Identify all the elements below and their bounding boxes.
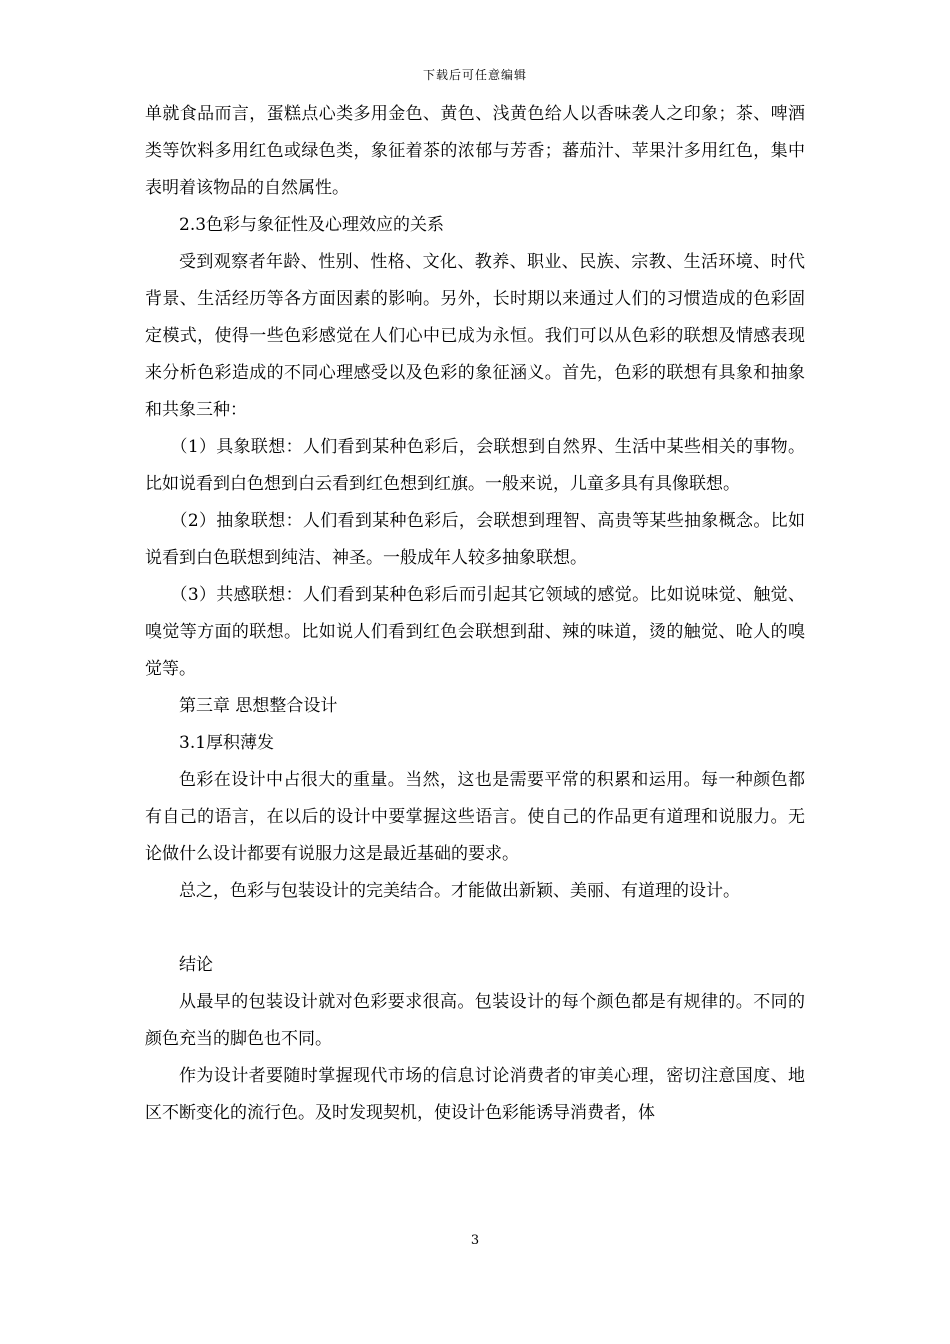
page-body: [145, 96, 805, 1132]
paragraph-food-colors: 单就食品而言，蛋糕点心类多用金色、黄色、浅黄色给人以香味袭人之印象；茶、啤酒类等饮料多用红色或绿色类，象征着茶的浓郁与芳香；蕃茄汁、苹果汁多用红色，集中表明着该物品的自然属性。: [145, 104, 805, 198]
blank-line: [145, 910, 805, 947]
paragraph-abstract-association: （2）抽象联想：人们看到某种色彩后，会联想到理智、高贵等某些抽象概念。比如说看到白色联想到纯洁、神圣。一般成年人较多抽象联想。: [145, 511, 805, 568]
paragraph-color-factors: 受到观察者年龄、性别、性格、文化、教养、职业、民族、宗教、生活环境、时代背景、生活经历等各方面因素的影响。另外，长时期以来通过人们的习惯造成的色彩固定模式，使得一些色彩感觉在人们心中已成为永恒。我们可以从色彩的联想及情感表现来分析色彩造成的不同心理感受以及色彩的象征涵义。首先，色彩的联想有具象和抽象和共象三种：: [145, 252, 805, 420]
paragraph-conclusion-2: 作为设计者要随时掌握现代市场的信息讨论消费者的审美心理，密切注意国度、地区不断变化的流行色。及时发现契机，使设计色彩能诱导消费者，体: [145, 1066, 805, 1123]
paragraph-summary: 总之，色彩与包装设计的完美结合。才能做出新颖、美丽、有道理的设计。: [179, 881, 740, 901]
section-heading-2-3: 2.3色彩与象征性及心理效应的关系: [179, 215, 445, 235]
section-heading-3-1: 3.1厚积薄发: [179, 733, 275, 753]
paragraph-conclusion-1: 从最早的包装设计就对色彩要求很高。包装设计的每个颜色都是有规律的。不同的颜色充当的脚色也不同。: [145, 992, 805, 1049]
page-header: 下载后可任意编辑: [422, 68, 527, 82]
paragraph-concrete-association: （1）具象联想：人们看到某种色彩后，会联想到自然界、生活中某些相关的事物。比如说看到白色想到白云看到红色想到红旗。一般来说，儿童多具有具像联想。: [145, 437, 805, 494]
page-number: 3: [470, 1233, 480, 1248]
paragraph-color-weight: 色彩在设计中占很大的重量。当然，这也是需要平常的积累和运用。每一种颜色都有自己的语言，在以后的设计中要掌握这些语言。使自己的作品更有道理和说服力。无论做什么设计都要有说服力这是最近基础的要求。: [145, 770, 805, 864]
chapter-heading-3: 第三章 思想整合设计: [179, 696, 338, 716]
heading-conclusion: 结论: [179, 955, 213, 975]
paragraph-synesthetic-association: （3）共感联想：人们看到某种色彩后而引起其它领域的感觉。比如说味觉、触觉、嗅觉等方面的联想。比如说人们看到红色会联想到甜、辣的味道，烫的触觉、呛人的嗅觉等。: [145, 585, 805, 679]
